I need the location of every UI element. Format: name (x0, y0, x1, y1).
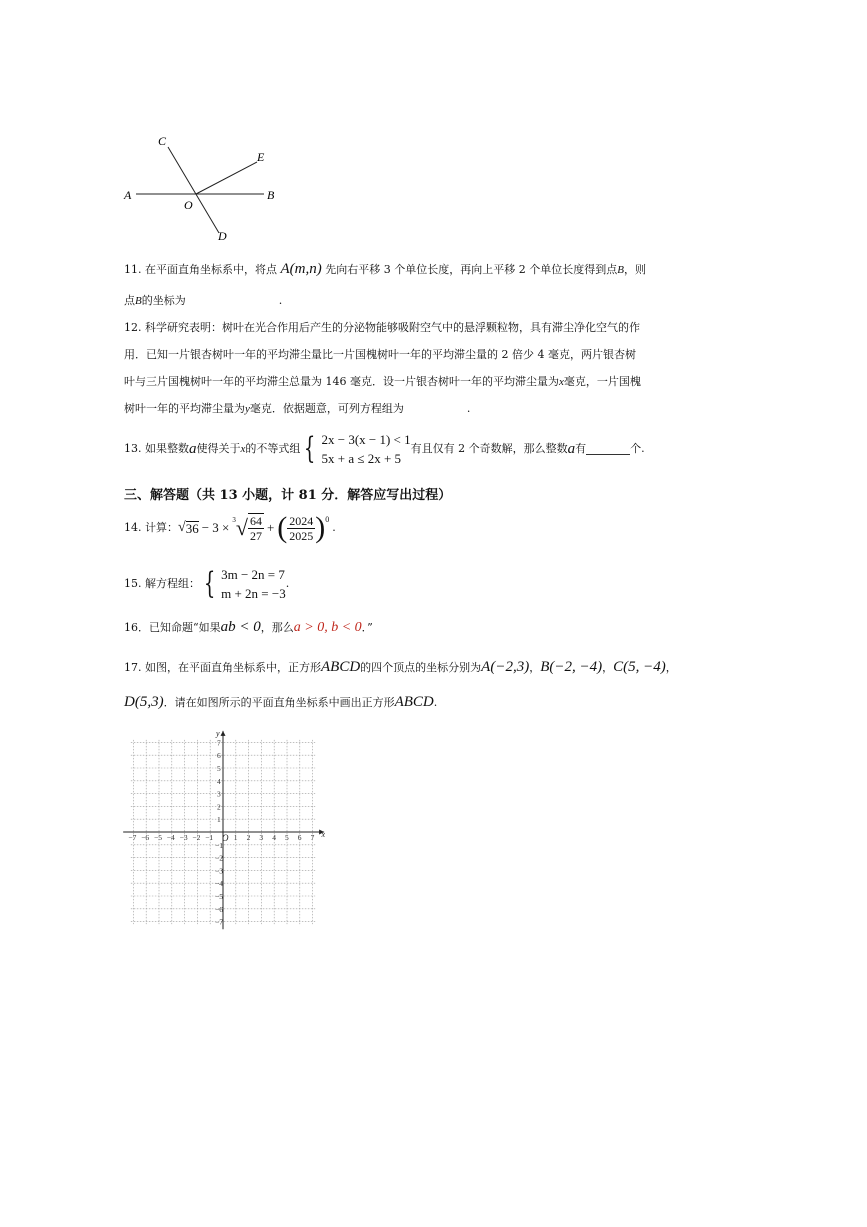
q12-l3b: 毫克，一片国槐 (563, 375, 641, 388)
q17-point-d: D(5,3) (124, 694, 164, 710)
y-tick-label: 1 (217, 815, 221, 825)
ray-oe (196, 162, 257, 194)
y-axis-arrow-icon (221, 731, 226, 736)
q14-label: 14. 计算： (124, 521, 178, 534)
question-13 (124, 430, 645, 468)
q17-sep3: ， (665, 661, 677, 674)
paren-open-icon: ( (277, 511, 288, 544)
x-axis-label: x (321, 830, 326, 839)
q13-f: 个. (630, 442, 645, 455)
y-tick-label: 6 (217, 751, 221, 761)
y-tick-label: 3 (217, 789, 221, 799)
q17-sep1: ， (529, 661, 541, 674)
q11-l2b: B (135, 295, 142, 307)
q12-var-y: y (245, 403, 250, 415)
x-tick-label: −1 (205, 833, 214, 842)
coordinate-grid[interactable] (120, 728, 340, 932)
x-tick-label: −3 (179, 833, 188, 842)
q13-a: 13. 如果整数 (124, 442, 189, 455)
question-17-line1 (124, 660, 677, 675)
x-tick-label: 5 (285, 833, 289, 842)
q17-point-b: B(−2, −4) (540, 659, 603, 675)
label-b: B (267, 188, 275, 202)
q13-ineq1: 2x − 3(x − 1) < 1 (321, 432, 411, 447)
q15-eq1: 3m − 2n = 7 (221, 567, 285, 582)
q16-a: 16．已知命题“如果 (124, 621, 221, 634)
q14-den27: 27 (249, 529, 262, 543)
y-tick-label: −2 (215, 853, 223, 863)
y-tick-label: −3 (215, 866, 223, 876)
q13-var-a2: a (567, 441, 576, 457)
question-12-line4 (124, 402, 470, 416)
y-tick-label: −4 (215, 879, 223, 889)
origin-label: O (222, 833, 229, 843)
x-tick-label: 2 (246, 833, 251, 842)
x-tick-label: 6 (297, 833, 302, 842)
q11-text-mid: 先向右平移 3 个单位长度，再向上平移 2 个单位长度得到点 (325, 263, 618, 276)
q11-l2d: . (278, 294, 283, 307)
y-tick-label: 5 (217, 764, 221, 773)
y-tick-label: −1 (215, 840, 223, 850)
q17-l1a: 17. 如图，在平面直角坐标系中，正方形 (124, 661, 321, 674)
brace-icon: { (304, 431, 316, 466)
question-11-line1 (124, 262, 646, 277)
q15-label: 15. 解方程组： (124, 577, 200, 590)
question-14 (124, 513, 336, 543)
paren-close-icon: ) (315, 511, 326, 544)
label-c: C (158, 134, 167, 148)
x-tick-label: 1 (233, 833, 238, 842)
question-16 (124, 620, 373, 635)
question-17-line2 (124, 695, 437, 710)
q14-end: . (332, 521, 336, 534)
q12-var-x: x (559, 376, 564, 388)
q17-abcd: ABCD (321, 659, 361, 675)
q14-frac-64-27 (248, 513, 264, 543)
q11-text-end: ，则 (623, 263, 646, 276)
question-11-line2 (124, 294, 282, 308)
q15-equation-system (200, 565, 286, 603)
x-tick-label: −7 (128, 833, 137, 842)
q13-b: 使得关于 (196, 442, 241, 455)
q11-l2c: 的坐标为 (141, 294, 186, 307)
q15-eq2: m + 2n = −3 (221, 586, 286, 601)
label-d: D (218, 229, 227, 243)
q14-minus: − 3 × (201, 520, 230, 535)
q17-l1b: 的四个顶点的坐标分别为 (360, 661, 482, 674)
y-tick-label: −5 (215, 892, 223, 901)
x-tick-label: −4 (166, 833, 175, 842)
q17-point-c: C(5, −4) (613, 659, 666, 675)
x-tick-label: −2 (192, 833, 201, 842)
label-e: E (257, 150, 265, 164)
q16-conclusion: a > 0, b < 0 (293, 620, 362, 635)
q17-l2: ．请在如图所示的平面直角坐标系中画出正方形 (163, 696, 395, 709)
q17-sep2: ， (602, 661, 614, 674)
q14-exponent: 0 (325, 515, 330, 524)
y-tick-label: −6 (215, 904, 223, 914)
q11-point-a: A(m,n) (280, 261, 322, 277)
line-cd (168, 147, 219, 233)
q16-c: ．” (361, 621, 373, 634)
q13-c: 的不等式组 (245, 442, 301, 455)
y-tick-label: 7 (217, 738, 221, 748)
q14-num64: 64 (249, 514, 262, 528)
q12-l3: 叶与三片国槐树叶一年的平均滞尘总量为 146 毫克．设一片银杏树叶一年的平均滞尘量为 (124, 375, 559, 388)
y-tick-label: 2 (217, 802, 221, 812)
x-tick-label: 4 (272, 833, 276, 842)
angle-figure (120, 130, 290, 245)
q13-var-a: a (189, 441, 197, 457)
q13-e: 有 (575, 442, 587, 455)
label-a: A (124, 188, 132, 202)
x-tick-label: 7 (310, 833, 315, 842)
q16-b: ，那么 (260, 621, 294, 634)
q17-end: . (433, 696, 438, 709)
q14-num2024: 2024 (289, 513, 314, 528)
q13-answer-blank (586, 444, 630, 455)
q14-sqrt36: 36 (185, 520, 199, 536)
question-15 (124, 565, 289, 603)
q13-ineq2: 5x + a ≤ 2x + 5 (321, 451, 402, 466)
question-12-line3 (124, 375, 641, 389)
sqrt-icon: √ (178, 520, 186, 535)
x-tick-label: 3 (259, 833, 264, 842)
cube-root-icon: √ (235, 515, 248, 540)
q14-den2025: 2025 (289, 528, 314, 543)
q11-point-b: B (617, 264, 624, 276)
x-tick-label: −6 (141, 833, 150, 842)
q14-frac-2024-2025 (287, 514, 315, 543)
q12-l4b: 毫克．依据题意，可列方程组为 (249, 402, 404, 415)
brace-icon: { (203, 566, 216, 601)
section-title: 三、解答题（共 13 小题，计 81 分．解答应写出过程） (124, 488, 452, 503)
q12-l4a: 树叶一年的平均滞尘量为 (124, 402, 245, 415)
q13-inequality-system (300, 430, 410, 468)
y-axis-label: y (216, 729, 220, 738)
q14-cube-index: 3 (232, 516, 236, 524)
question-12-line2: 用．已知一片银杏树叶一年的平均滞尘量比一片国槐树叶一年的平均滞尘量的 2 倍少 4 毫克，两片银杏树 (124, 348, 636, 361)
q16-condition: ab < 0 (220, 619, 261, 635)
q11-text: 11. 在平面直角坐标系中，将点 (124, 263, 277, 276)
q17-point-a: A(−2,3) (481, 659, 530, 675)
q13-d: 有且仅有 2 个奇数解，那么整数 (410, 442, 568, 455)
q12-l4c: . (466, 402, 471, 415)
y-tick-label: 4 (217, 776, 221, 786)
question-12-line1: 12. 科学研究表明：树叶在光合作用后产生的分泌物能够吸附空气中的悬浮颗粒物，具有滞尘净化空气的作 (124, 321, 640, 334)
q11-l2a: 点 (124, 294, 135, 307)
q14-plus: + (266, 520, 275, 535)
q15-end: . (285, 577, 290, 590)
label-o: O (184, 198, 193, 212)
x-tick-label: −5 (154, 833, 162, 842)
q17-abcd2: ABCD (394, 694, 434, 710)
y-tick-label: −7 (215, 917, 223, 927)
q13-var-x: x (240, 443, 246, 455)
